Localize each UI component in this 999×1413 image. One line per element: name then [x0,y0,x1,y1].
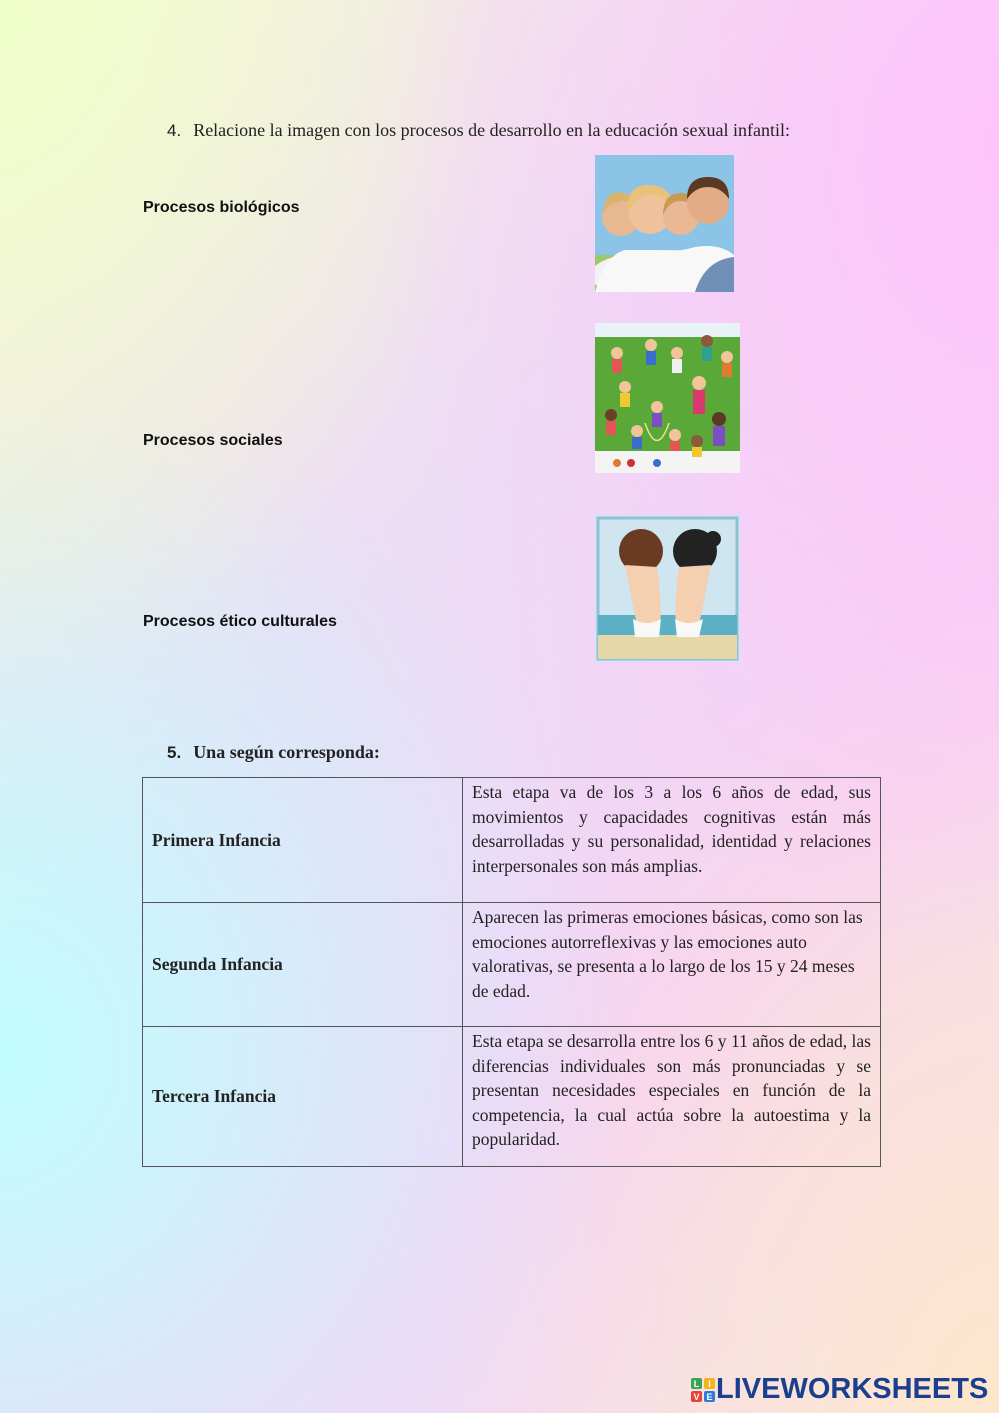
question-5-title [167,742,380,763]
liveworksheets-logo-icon [690,1377,716,1403]
table-row [143,1027,881,1167]
stage-cell[interactable]: Tercera Infancia [143,1027,463,1167]
family-photo[interactable] [595,155,734,292]
svg-text:V: V [693,1391,700,1402]
children-playing-illustration[interactable] [595,323,740,473]
liveworksheets-logo-text: LIVEWORKSHEETS [716,1373,989,1405]
family-photo-drawing [595,155,734,292]
svg-text:I: I [708,1378,711,1389]
question-5-text: Una según corresponda: [193,742,380,762]
stage-cell[interactable]: Primera Infancia [143,778,463,903]
label-procesos-sociales: Procesos sociales [143,432,283,449]
table-row [143,778,881,903]
question-4-number: 4. [167,121,182,140]
matching-table [142,777,881,1167]
description-cell[interactable]: Aparecen las primeras emociones básicas, como son las emociones autorreflexivas y las emociones auto valorativas, se presenta a lo largo de los 15 y 24 meses de edad. [463,903,881,1027]
svg-text:L: L [693,1378,700,1389]
question-5-number: 5. [167,743,182,762]
svg-text:E: E [706,1391,713,1402]
label-procesos-biologicos: Procesos biológicos [143,199,300,216]
description-cell[interactable]: Esta etapa se desarrolla entre los 6 y 11 años de edad, las diferencias individuales son más pronunciadas y se presentan necesidades especiales en función de la competencia, la cual actúa sobre la autoestima y la popularidad. [463,1027,881,1167]
label-procesos-etico-culturales: Procesos ético culturales [143,613,337,630]
stage-cell[interactable]: Segunda Infancia [143,903,463,1027]
liveworksheets-logo[interactable] [690,1373,988,1406]
table-row [143,903,881,1027]
two-children-illustration[interactable] [595,515,740,662]
question-4-title [167,120,790,141]
two-children-drawing [595,515,740,662]
question-4-text: Relacione la imagen con los procesos de desarrollo en la educación sexual infantil: [193,120,790,140]
description-cell[interactable]: Esta etapa va de los 3 a los 6 años de edad, sus movimientos y capacidades cognitivas están más desarrolladas y su personalidad, identidad y relaciones interpersonales son más amplias. [463,778,881,903]
children-playing-drawing [595,323,740,473]
